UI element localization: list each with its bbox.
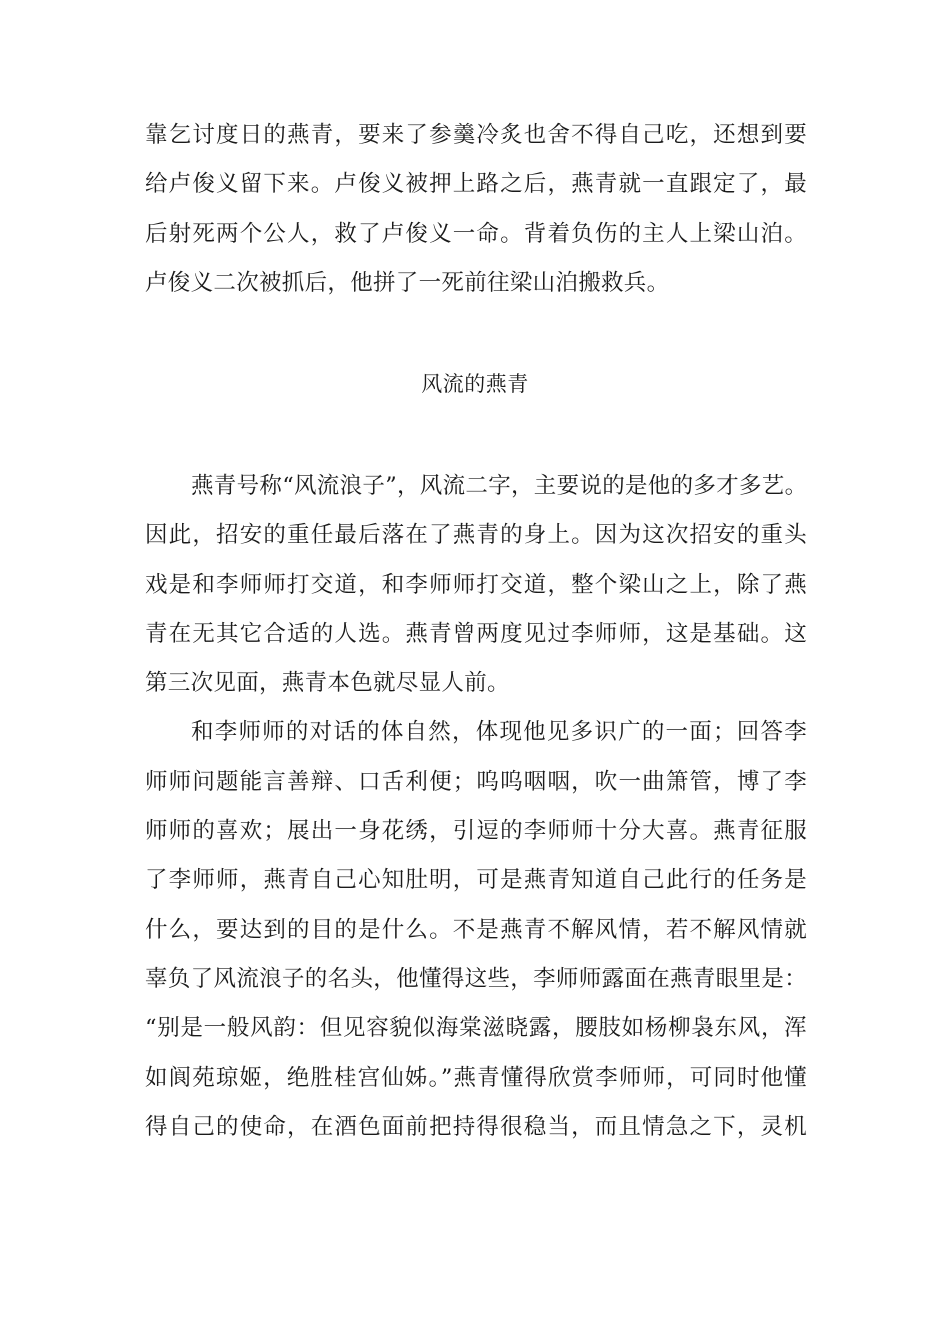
- text-line: 青在无其它合适的人选。燕青曾两度见过李师师，这是基础。这: [145, 620, 807, 647]
- text-line: 辜负了风流浪子的名头，他懂得这些，李师师露面在燕青眼里是：: [145, 965, 807, 992]
- text-line: 后射死两个公人，救了卢俊义一命。背着负伤的主人上梁山泊。: [145, 220, 807, 247]
- text-line: 师师问题能言善辩、口舌利便；呜呜咽咽，吹一曲箫管，博了李: [145, 768, 807, 795]
- paragraph-main: [145, 462, 807, 1152]
- text-line: 卢俊义二次被抓后，他拼了一死前往梁山泊搬救兵。: [145, 269, 670, 296]
- text-line: 师师的喜欢；展出一身花绣，引逗的李师师十分大喜。燕青征服: [145, 818, 807, 845]
- text-line: 什么，要达到的目的是什么。不是燕青不解风情，若不解风情就: [145, 916, 807, 943]
- text-line: 第三次见面，燕青本色就尽显人前。: [145, 670, 510, 697]
- section-heading: 风流的燕青: [421, 372, 529, 396]
- text-line: 得自己的使命，在酒色面前把持得很稳当，而且情急之下，灵机: [145, 1113, 807, 1140]
- text-line: “别是一般风韵：但见容貌似海棠滋晓露，腰肢如杨柳袅东风，浑: [145, 1015, 807, 1042]
- text-line: 戏是和李师师打交道，和李师师打交道，整个梁山之上，除了燕: [145, 571, 807, 598]
- text-line: 如阆苑琼姬，绝胜桂宫仙姊。”燕青懂得欣赏李师师，可同时他懂: [145, 1064, 807, 1091]
- text-line: 和李师师的对话的体自然，体现他见多识广的一面；回答李: [191, 719, 807, 746]
- text-line: 了李师师，燕青自己心知肚明，可是燕青知道自己此行的任务是: [145, 867, 807, 894]
- paragraph-top: [145, 111, 807, 308]
- text-line: 靠乞讨度日的燕青，要来了参羹冷炙也舍不得自己吃，还想到要: [145, 122, 807, 148]
- text-line: 因此，招安的重任最后落在了燕青的身上。因为这次招安的重头: [145, 522, 807, 549]
- text-line: 给卢俊义留下来。卢俊义被押上路之后，燕青就一直跟定了，最: [145, 171, 807, 198]
- text-line: 燕青号称“风流浪子”，风流二字，主要说的是他的多才多艺。: [191, 473, 808, 499]
